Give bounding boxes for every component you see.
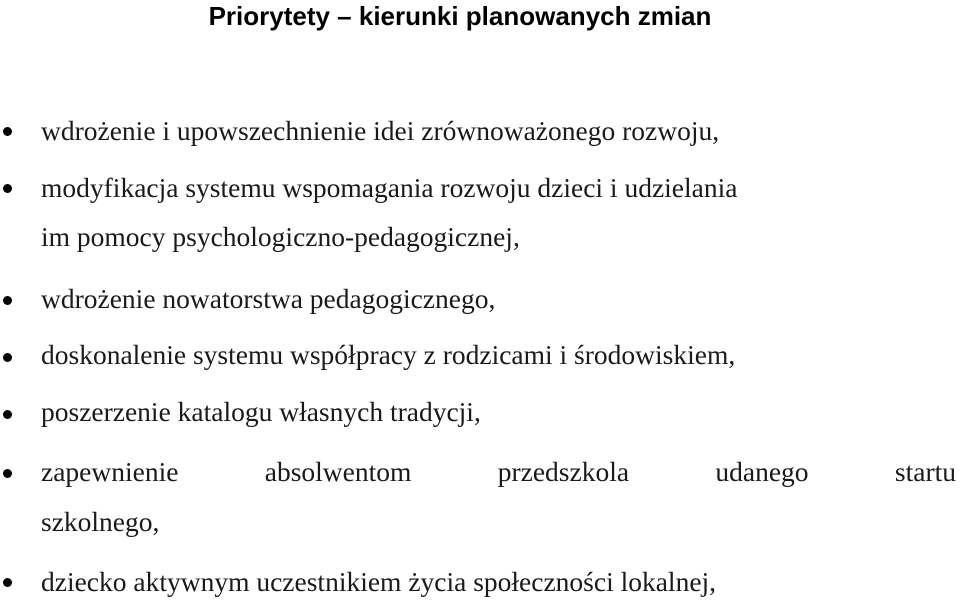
- list-item-text: im pomocy psychologiczno-pedagogicznej,: [41, 221, 520, 252]
- list-item-text: modyfikacja systemu wspomagania rozwoju dzieci i udzielania: [41, 172, 738, 203]
- list-item-text: wdrożenie nowatorstwa pedagogicznego,: [41, 283, 496, 314]
- bullet-icon: [3, 127, 12, 136]
- list-item-text: wdrożenie i upowszechnienie idei zrównoważonego rozwoju,: [41, 115, 720, 146]
- list-item-text: poszerzenie katalogu własnych tradycji,: [41, 396, 481, 427]
- list-item-text: doskonalenie systemu współpracy z rodzicami i środowiskiem,: [41, 339, 736, 370]
- bullet-icon: [3, 410, 12, 419]
- list-item-text: szkolnego,: [41, 506, 160, 537]
- bullet-icon: [3, 469, 12, 478]
- list-item-text: zapewnienie absolwentom przedszkola udanego startu: [41, 456, 956, 487]
- bullet-icon: [3, 353, 12, 362]
- bullet-icon: [3, 184, 12, 193]
- list-item-text: dziecko aktywnym uczestnikiem życia społeczności lokalnej,: [41, 566, 717, 597]
- slide-title: Priorytety – kierunki planowanych zmian: [208, 1, 712, 31]
- bullet-icon: [3, 296, 12, 305]
- bullet-icon: [3, 578, 12, 587]
